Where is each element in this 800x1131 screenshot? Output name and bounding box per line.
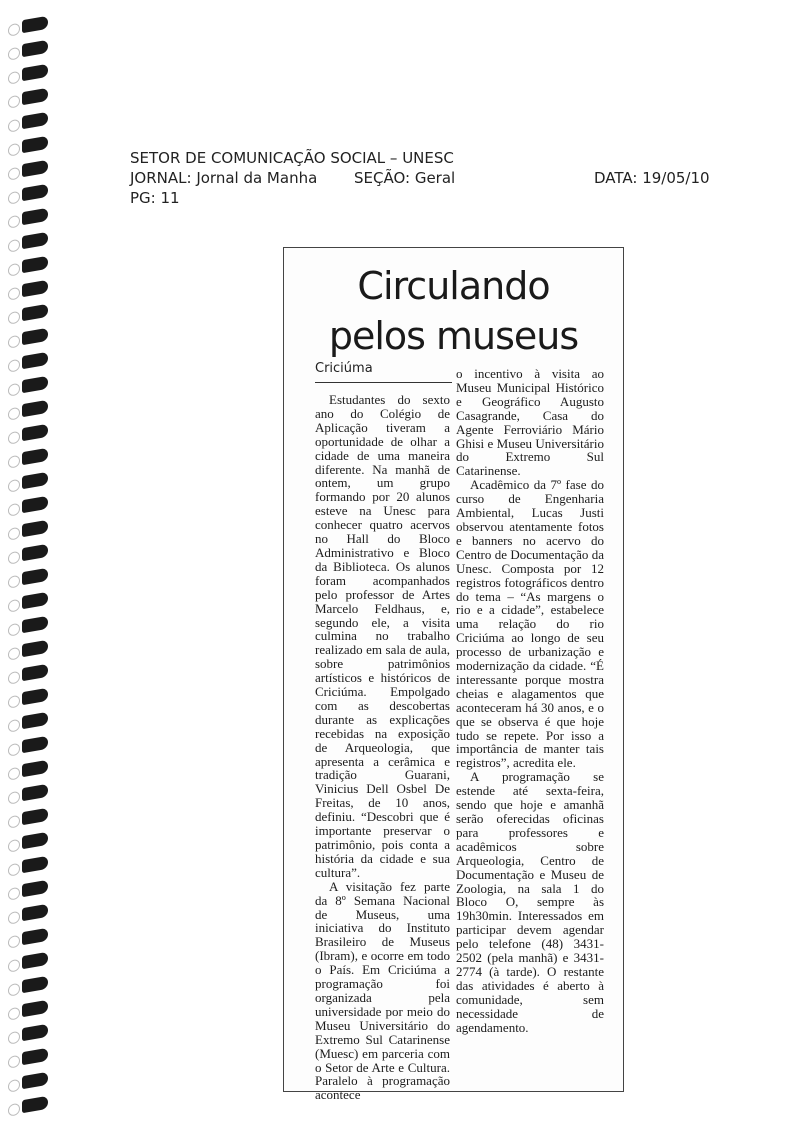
sector-label: SETOR DE COMUNICAÇÃO SOCIAL – UNESC xyxy=(130,149,454,167)
newspaper-clipping xyxy=(283,247,624,1103)
binding-hole xyxy=(22,184,48,202)
binding-hole xyxy=(22,640,48,658)
headline-line-1: Circulando xyxy=(357,264,550,308)
binding-hole xyxy=(22,880,48,898)
paragraph: A visitação fez parte da 8º Semana Nacional de Museus, uma iniciativa do Instituto Brasileiro de Museus (Ibram), e ocorre em todo o País. Em Criciúma a programação foi organizada pela universidade por meio do Museu Universitário do Extremo Sul Catarinense (Muesc) em parceria com o Setor de Arte e Cultura. Paralelo à programação acontece xyxy=(315,878,450,1103)
binding-hole xyxy=(22,1024,48,1042)
binding-hole xyxy=(22,352,48,370)
binding-hole xyxy=(22,64,48,82)
binding-hole xyxy=(22,160,48,178)
binding-hole xyxy=(22,448,48,466)
spiral-binding xyxy=(0,0,60,1131)
paragraph: Estudantes do sexto ano do Colégio de Aplicação tiveram a oportunidade de olhar a cidade de uma maneira diferente. Na manhã de ontem, um grupo formando por 20 alunos esteve na Unesc para conhecer quatro acervos no Hall do Bloco Administrativo e Bloco da Biblioteca. Os alunos foram acompanhados pelo professor de Artes Marcelo Feldhaus, e, segundo ele, a visita culmina no trabalho realizado em sala de aula, sobre patrimônios artísticos e históricos de Criciúma. Empolgado com as descobertas durante as explicações recebidas na exposição de Arqueologia, que apresenta a cerâmica e tradição Guarani, Vinicius Dell Osbel De Freitas, de 10 anos, definiu. “Descobri que é importante preservar o patrimônio, pois conta a história da cidade e sua cultura”. xyxy=(315,392,450,880)
article-headline xyxy=(284,261,623,361)
binding-hole xyxy=(22,544,48,562)
page-label: PG: 11 xyxy=(130,189,180,207)
binding-hole xyxy=(22,616,48,634)
binding-hole xyxy=(22,736,48,754)
binding-hole xyxy=(22,760,48,778)
headline-line-2: pelos museus xyxy=(328,314,579,358)
binding-hole xyxy=(22,832,48,850)
jornal-label: JORNAL: Jornal da Manha xyxy=(130,169,318,187)
binding-hole xyxy=(22,424,48,442)
binding-hole xyxy=(22,976,48,994)
data-label: DATA: 19/05/10 xyxy=(594,169,710,187)
paragraph: A programação se estende até sexta-feira, sendo que hoje e amanhã serão oferecidas oficinas para professores e acadêmicos sobre Arqueologia, Centro de Documentação e Museu de Zoologia, na sala 1 do Bloco O, sempre às 19h30min. Interessados em participar devem agendar pelo telefone (48) 3431-2502 (pela manhã) e 3431-2774 (à tarde). O restante das atividades é aberto à comunidade, sem necessidade de agendamento. xyxy=(456,769,604,1035)
binding-hole xyxy=(22,520,48,538)
binding-hole xyxy=(22,88,48,106)
binding-hole xyxy=(22,712,48,730)
binding-hole xyxy=(22,472,48,490)
binding-hole xyxy=(22,208,48,226)
article-column-2 xyxy=(456,367,604,1035)
binding-hole xyxy=(22,376,48,394)
article-column-1 xyxy=(315,393,450,1102)
binding-hole xyxy=(22,664,48,682)
dateline-rule xyxy=(315,382,452,383)
binding-hole xyxy=(22,136,48,154)
binding-hole xyxy=(22,16,48,34)
binding-hole xyxy=(22,328,48,346)
binding-hole xyxy=(22,280,48,298)
binding-hole xyxy=(22,1096,48,1114)
dateline: Criciúma xyxy=(315,361,373,376)
binding-hole xyxy=(22,808,48,826)
binding-hole xyxy=(22,928,48,946)
binding-hole xyxy=(22,1000,48,1018)
binding-hole xyxy=(22,1072,48,1090)
paragraph: Acadêmico da 7º fase do curso de Engenharia Ambiental, Lucas Justi observou atentamente fotos e banners no acervo do Centro de Documentação da Unesc. Composta por 12 registros fotográficos dentro do tema – “As margens o rio e a cidade”, estabelece uma relação do rio Criciúma ao longo de seu processo de urbanização e modernização da cidade. “É interessante porque mostra cheias e alagamentos que aconteceram há 30 anos, e o que se observa é que hoje tudo se repete. Por isso a importância de manter tais registros”, acredita ele. xyxy=(456,477,604,771)
binding-hole xyxy=(22,592,48,610)
binding-hole xyxy=(22,952,48,970)
binding-hole xyxy=(22,112,48,130)
clipping-header xyxy=(130,148,730,208)
binding-hole xyxy=(22,688,48,706)
binding-hole xyxy=(22,904,48,922)
secao-label: SEÇÃO: Geral xyxy=(354,169,456,187)
binding-hole xyxy=(22,304,48,322)
binding-hole xyxy=(22,400,48,418)
binding-hole xyxy=(22,496,48,514)
binding-hole xyxy=(22,40,48,58)
paragraph: o incentivo à visita ao Museu Municipal Histórico e Geográfico Augusto Casagrande, Casa do Agente Ferroviário Mário Ghisi e Museu Universitário do Extremo Sul Catarinense. xyxy=(456,366,604,479)
binding-hole xyxy=(22,568,48,586)
binding-hole xyxy=(22,784,48,802)
binding-hole xyxy=(22,1048,48,1066)
binding-hole xyxy=(22,256,48,274)
binding-hole xyxy=(22,232,48,250)
binding-hole xyxy=(22,856,48,874)
